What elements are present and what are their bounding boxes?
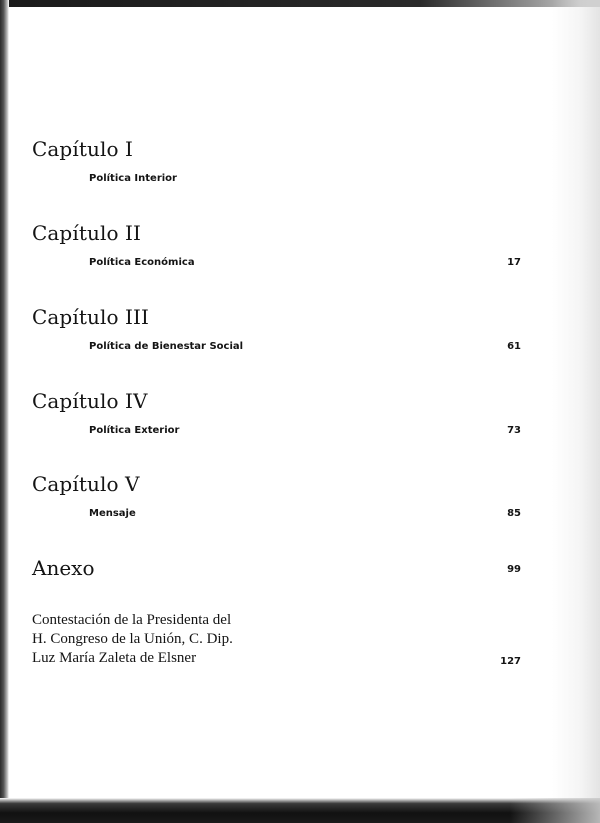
reply-entry <box>32 611 521 668</box>
toc-entry <box>89 173 521 187</box>
chapter-title: Capítulo II <box>32 221 142 245</box>
toc-entry-page: 85 <box>507 508 521 519</box>
toc-entry-label: Política Interior <box>89 173 177 184</box>
annex-entry <box>32 556 521 580</box>
reply-line: Luz María Zaleta de Elsner <box>32 650 197 666</box>
reply-line: H. Congreso de la Unión, C. Dip. <box>32 631 233 647</box>
chapter-title: Capítulo IV <box>32 389 148 413</box>
scan-edge-bottom <box>0 798 600 823</box>
scan-edge-right <box>552 0 600 823</box>
toc-entry-page: 17 <box>507 257 521 268</box>
annex-page: 99 <box>507 564 521 575</box>
toc-entry-page: 61 <box>507 341 521 352</box>
reply-page: 127 <box>500 656 521 667</box>
scan-edge-left <box>0 0 9 823</box>
toc-entry <box>89 341 521 355</box>
chapter-title: Capítulo V <box>32 472 140 496</box>
toc-entry <box>89 508 521 522</box>
toc-entry-label: Política de Bienestar Social <box>89 341 244 352</box>
toc-entry-page: 73 <box>507 425 521 436</box>
annex-title: Anexo <box>32 556 95 580</box>
toc-entry-label: Mensaje <box>89 508 136 519</box>
reply-line: Contestación de la Presidenta del <box>32 612 232 628</box>
scan-edge-top <box>0 0 600 7</box>
toc-entry-label: Política Exterior <box>89 425 180 436</box>
toc-entry <box>89 257 521 271</box>
chapter-title: Capítulo I <box>32 137 134 161</box>
chapter-title: Capítulo III <box>32 305 150 329</box>
toc-entry <box>89 425 521 439</box>
toc-entry-label: Política Económica <box>89 257 195 268</box>
